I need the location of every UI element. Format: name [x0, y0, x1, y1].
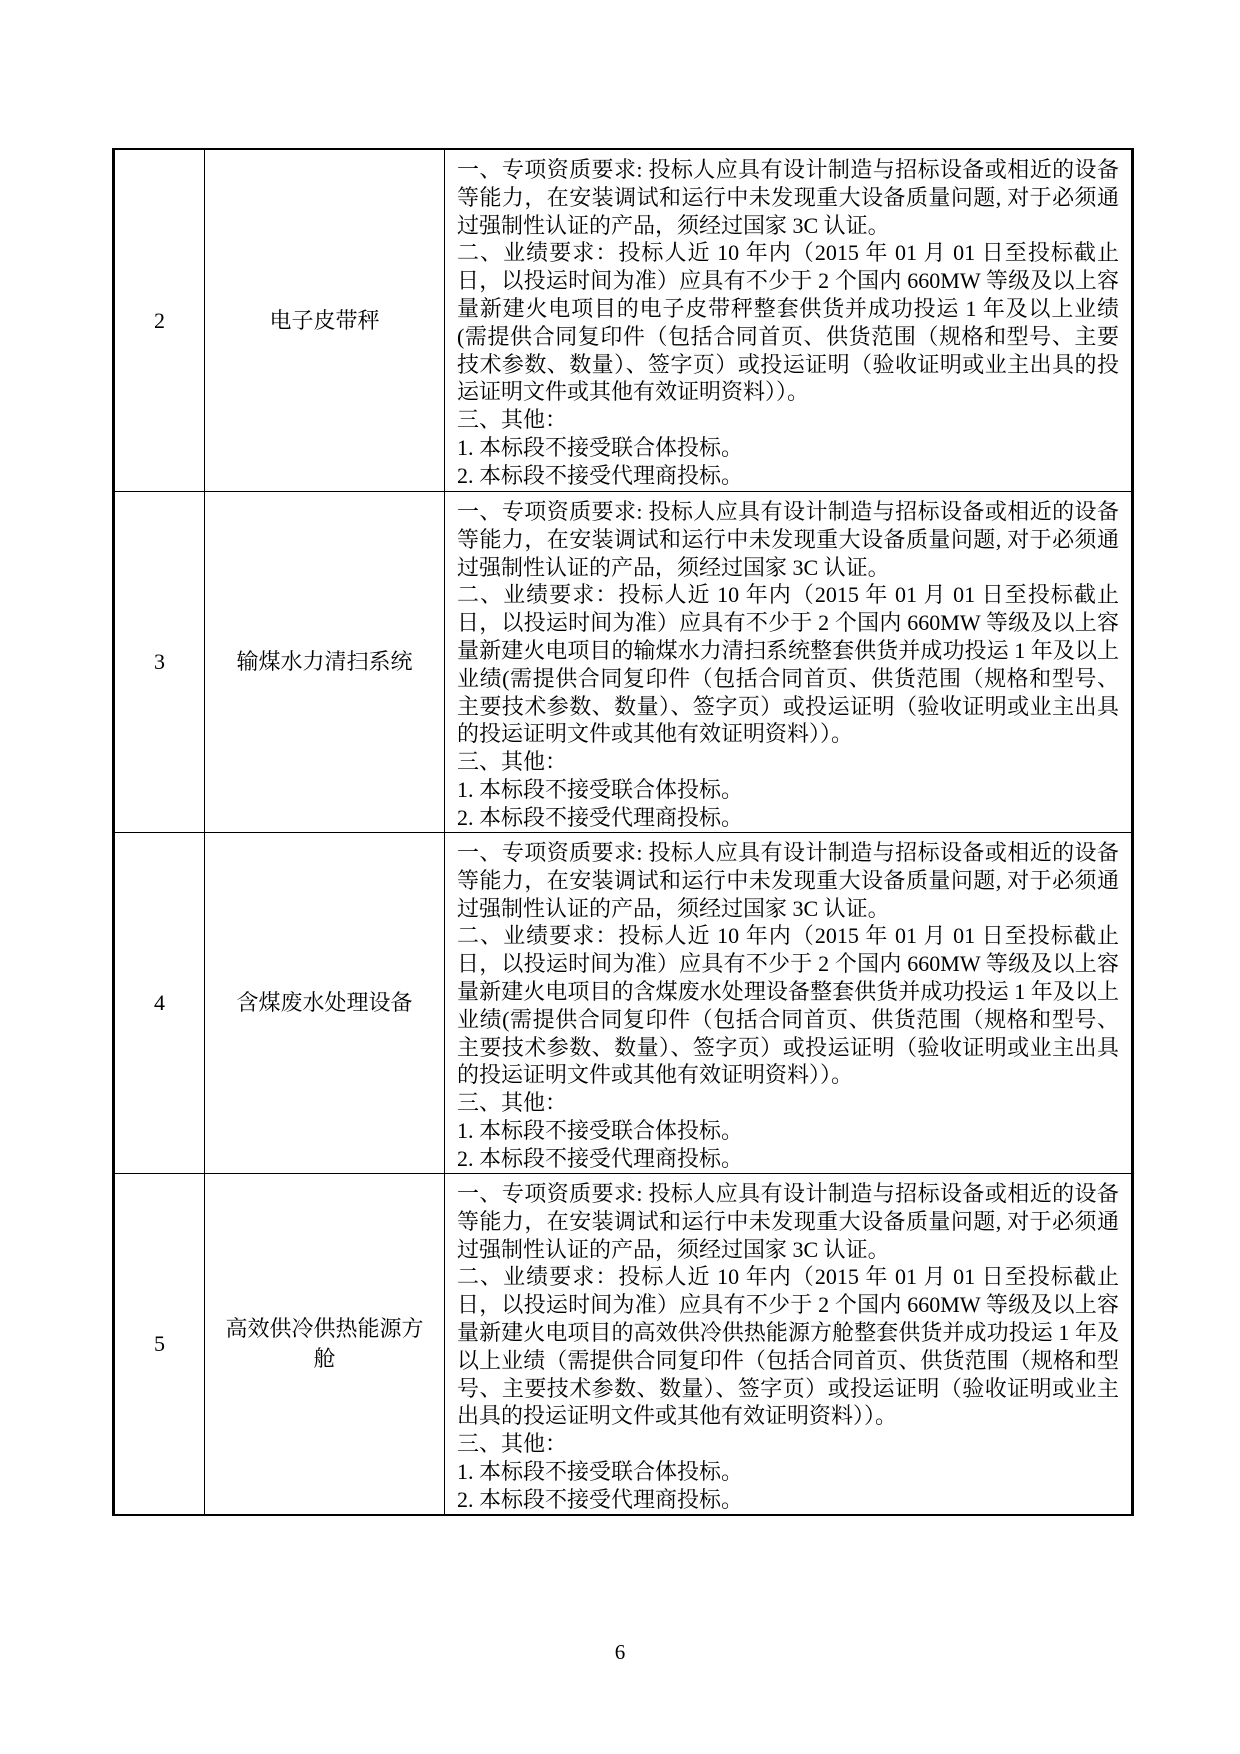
row-number: 4 — [154, 990, 165, 1015]
performance-requirement-paragraph: 二、业绩要求：投标人近 10 年内（2015 年 01 月 01 日至投标截止日，以投运时间为准）应具有不少于 2 个国内 660MW 等级及以上容量新建火电项目的高效供冷供热能源方舱整套供货并成功投运 1 年及以上业绩（需提供合同复印件（包括合同首页、供货范围（规格和型号、主要技术参数、数量）、签字页）或投运证明（验收证明或业主出具的投运证明文件或其他有效证明资料））。 — [457, 1264, 1119, 1429]
qualification-requirement-paragraph: 一、专项资质要求: 投标人应具有设计制造与招标设备或相近的设备等能力，在安装调试和运行中未发现重大设备质量问题, 对于必须通过强制性认证的产品，须经过国家 3C 认证。 — [457, 157, 1119, 238]
requirements-cell — [444, 492, 1131, 832]
other-heading: 三、其他： — [457, 1090, 568, 1116]
requirements-table — [112, 148, 1134, 1516]
performance-requirement-paragraph: 二、业绩要求：投标人近 10 年内（2015 年 01 月 01 日至投标截止日，以投运时间为准）应具有不少于 2 个国内 660MW 等级及以上容量新建火电项目的输煤水力清扫系统整套供货并成功投运 1 年及以上业绩(需提供合同复印件（包括合同首页、供货范围（规格和型号、主要技术参数、数量）、签字页）或投运证明（验收证明或业主出具的投运证明文件或其他有效证明资料））。 — [457, 582, 1119, 747]
row-number: 2 — [154, 307, 165, 333]
other-item-1: 1. 本标段不接受联合体投标。 — [457, 1458, 744, 1484]
performance-requirement-paragraph: 二、业绩要求：投标人近 10 年内（2015 年 01 月 01 日至投标截止日，以投运时间为准）应具有不少于 2 个国内 660MW 等级及以上容量新建火电项目的含煤废水处理设备整套供货并成功投运 1 年及以上业绩(需提供合同复印件（包括合同首页、供货范围（规格和型号、主要技术参数、数量）、签字页）或投运证明（验收证明或业主出具的投运证明文件或其他有效证明资料））。 — [457, 923, 1119, 1088]
requirements-cell — [444, 833, 1131, 1173]
qualification-requirement-paragraph: 一、专项资质要求: 投标人应具有设计制造与招标设备或相近的设备等能力，在安装调试和运行中未发现重大设备质量问题, 对于必须通过强制性认证的产品，须经过国家 3C 认证。 — [457, 499, 1119, 580]
other-item-1: 1. 本标段不接受联合体投标。 — [457, 434, 744, 460]
requirements-cell — [444, 1174, 1131, 1514]
other-item-2: 2. 本标段不接受代理商投标。 — [457, 462, 744, 488]
equipment-name: 含煤废水处理设备 — [204, 833, 444, 1173]
table-row — [115, 832, 1131, 1173]
other-item-2: 2. 本标段不接受代理商投标。 — [457, 1486, 744, 1512]
other-item-1: 1. 本标段不接受联合体投标。 — [457, 1117, 744, 1143]
qualification-requirement-paragraph: 一、专项资质要求: 投标人应具有设计制造与招标设备或相近的设备等能力，在安装调试和运行中未发现重大设备质量问题, 对于必须通过强制性认证的产品，须经过国家 3C 认证。 — [457, 1181, 1119, 1262]
table-row — [115, 150, 1131, 491]
other-heading: 三、其他： — [457, 407, 568, 433]
equipment-name: 高效供冷供热能源方舱 — [204, 1174, 444, 1514]
row-number: 3 — [154, 649, 165, 674]
other-item-1: 1. 本标段不接受联合体投标。 — [457, 776, 744, 802]
other-heading: 三、其他： — [457, 1431, 568, 1457]
performance-requirement-paragraph: 二、业绩要求：投标人近 10 年内（2015 年 01 月 01 日至投标截止日，以投运时间为准）应具有不少于 2 个国内 660MW 等级及以上容量新建火电项目的电子皮带秤整套供货并成功投运 1 年及以上业绩(需提供合同复印件（包括合同首页、供货范围（规格和型号、主要技术参数、数量）、签字页）或投运证明（验收证明或业主出具的投运证明文件或其他有效证明资料））。 — [457, 240, 1119, 405]
page-number: 6 — [614, 1640, 626, 1664]
equipment-name: 电子皮带秤 — [204, 150, 444, 491]
table-row — [115, 1173, 1131, 1514]
other-item-2: 2. 本标段不接受代理商投标。 — [457, 804, 744, 830]
equipment-name: 输煤水力清扫系统 — [204, 492, 444, 832]
table-row — [115, 491, 1131, 832]
other-item-2: 2. 本标段不接受代理商投标。 — [457, 1145, 744, 1171]
requirements-cell — [444, 150, 1131, 491]
other-heading: 三、其他： — [457, 749, 568, 775]
qualification-requirement-paragraph: 一、专项资质要求: 投标人应具有设计制造与招标设备或相近的设备等能力，在安装调试和运行中未发现重大设备质量问题, 对于必须通过强制性认证的产品，须经过国家 3C 认证。 — [457, 840, 1119, 921]
row-number: 5 — [154, 1331, 165, 1356]
